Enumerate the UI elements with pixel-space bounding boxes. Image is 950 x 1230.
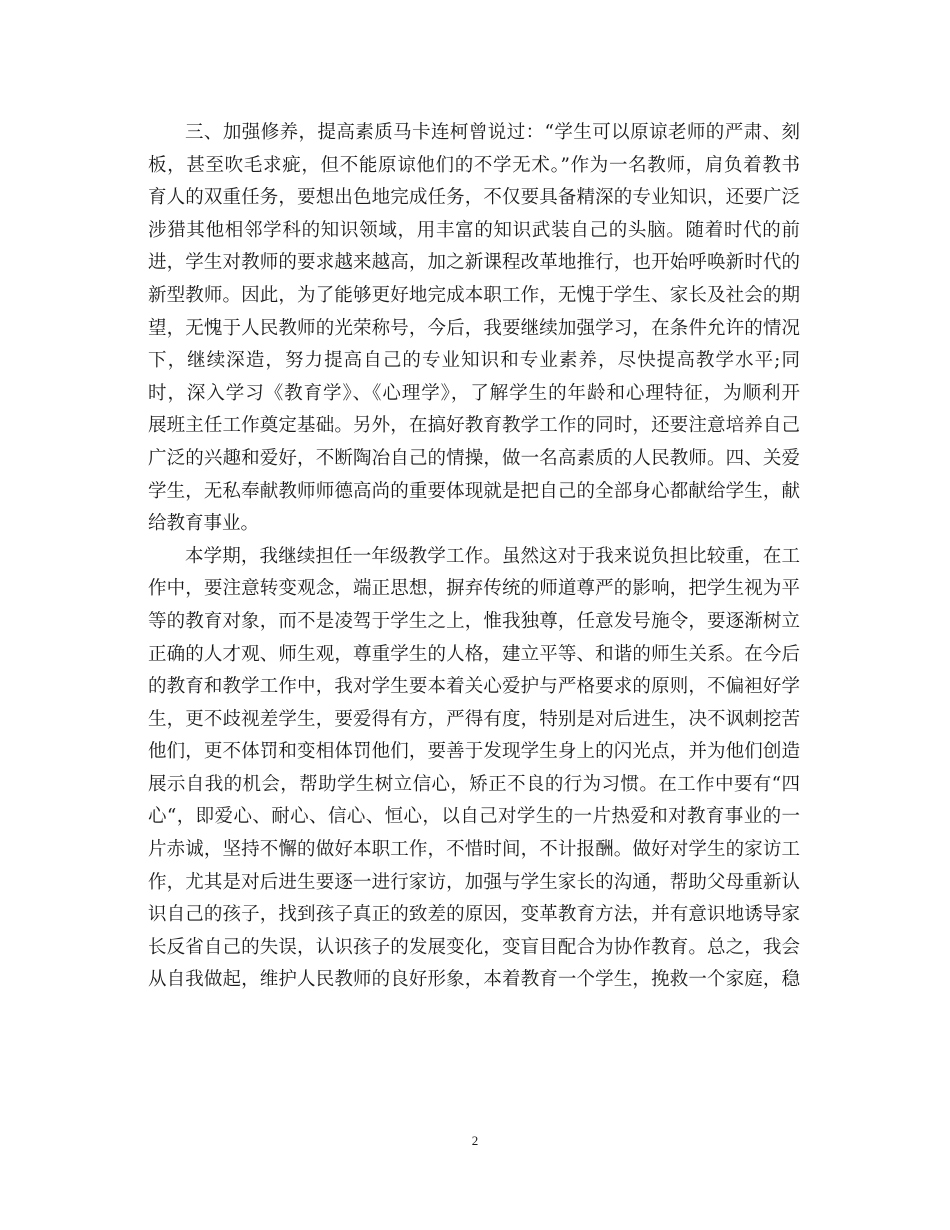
paragraph-line: 展示自我的机会，帮助学生树立信心，矫正不良的行为习惯。在工作中要有“四 [148, 773, 800, 795]
paragraph-line: 正确的人才观、师生观，尊重学生的人格，建立平等、和谐的师生关系。在今后 [148, 643, 800, 665]
paragraph-line: 育人的双重任务，要想出色地完成任务，不仅要具备精深的专业知识，还要广泛 [148, 187, 800, 209]
paragraph-line: 作中，要注意转变观念，端正思想，摒弃传统的师道尊严的影响，把学生视为平 [148, 578, 800, 600]
paragraph-line: 广泛的兴趣和爱好，不断陶冶自己的情操，做一名高素质的人民教师。四、关爱 [148, 447, 800, 469]
paragraph-line: 时，深入学习《教育学》、《心理学》，了解学生的年龄和心理特征，为顺利开 [148, 382, 800, 404]
paragraph-line: 等的教育对象，而不是凌驾于学生之上，惟我独尊，任意发号施令，要逐渐树立 [148, 610, 800, 632]
paragraph-line: 涉猎其他相邻学科的知识领域，用丰富的知识武装自己的头脑。随着时代的前 [148, 219, 800, 241]
page-number: 2 [471, 1133, 479, 1148]
paragraph-line: 作，尤其是对后进生要逐一进行家访，加强与学生家长的沟通，帮助父母重新认 [148, 871, 800, 893]
paragraph-line: 生，更不歧视差学生，要爱得有方，严得有度，特别是对后进生，决不讽刺挖苦 [148, 708, 800, 730]
paragraph-line: 识自己的孩子，找到孩子真正的致差的原因，变革教育方法，并有意识地诱导家 [148, 904, 800, 926]
paragraph-line: 望，无愧于人民教师的光荣称号，今后，我要继续加强学习，在条件允许的情况 [148, 317, 800, 339]
paragraph-2 [148, 541, 800, 997]
paragraph-line: 板，甚至吹毛求疵，但不能原谅他们的不学无术。”作为一名教师，肩负着教书 [148, 154, 800, 176]
paragraph-line: 给教育事业。 [148, 513, 260, 535]
paragraph-line: 从自我做起，维护人民教师的良好形象，本着教育一个学生，挽救一个家庭，稳 [148, 969, 800, 991]
body-text [148, 117, 800, 997]
paragraph-line: 学生，无私奉献教师师德高尚的重要体现就是把自己的全部身心都献给学生，献 [148, 480, 800, 502]
paragraph-1 [148, 117, 800, 541]
paragraph-line: 的教育和教学工作中，我对学生要本着关心爱护与严格要求的原则，不偏袒好学 [148, 676, 800, 698]
paragraph-line: 心“，即爱心、耐心、信心、恒心，以自己对学生的一片热爱和对教育事业的一 [148, 806, 800, 828]
paragraph-line: 长反省自己的失误，认识孩子的发展变化，变盲目配合为协作教育。总之，我会 [148, 936, 800, 958]
paragraph-line: 片赤诚，坚持不懈的做好本职工作，不惜时间，不计报酬。做好对学生的家访工 [148, 839, 800, 861]
paragraph-line: 新型教师。因此，为了能够更好地完成本职工作，无愧于学生、家长及社会的期 [148, 284, 800, 306]
paragraph-line: 他们，更不体罚和变相体罚他们，要善于发现学生身上的闪光点，并为他们创造 [148, 741, 800, 763]
paragraph-line: 本学期，我继续担任一年级教学工作。虽然这对于我来说负担比较重，在工 [185, 545, 800, 567]
paragraph-line: 展班主任工作奠定基础。另外，在搞好教育教学工作的同时，还要注意培养自己 [148, 415, 800, 437]
paragraph-line: 进，学生对教师的要求越来越高，加之新课程改革地推行，也开始呼唤新时代的 [148, 252, 800, 274]
paragraph-line: 三、加强修养，提高素质马卡连柯曾说过：“学生可以原谅老师的严肃、刻 [185, 122, 800, 143]
paragraph-line: 下，继续深造，努力提高自己的专业知识和专业素养，尽快提高教学水平;同 [148, 350, 800, 372]
